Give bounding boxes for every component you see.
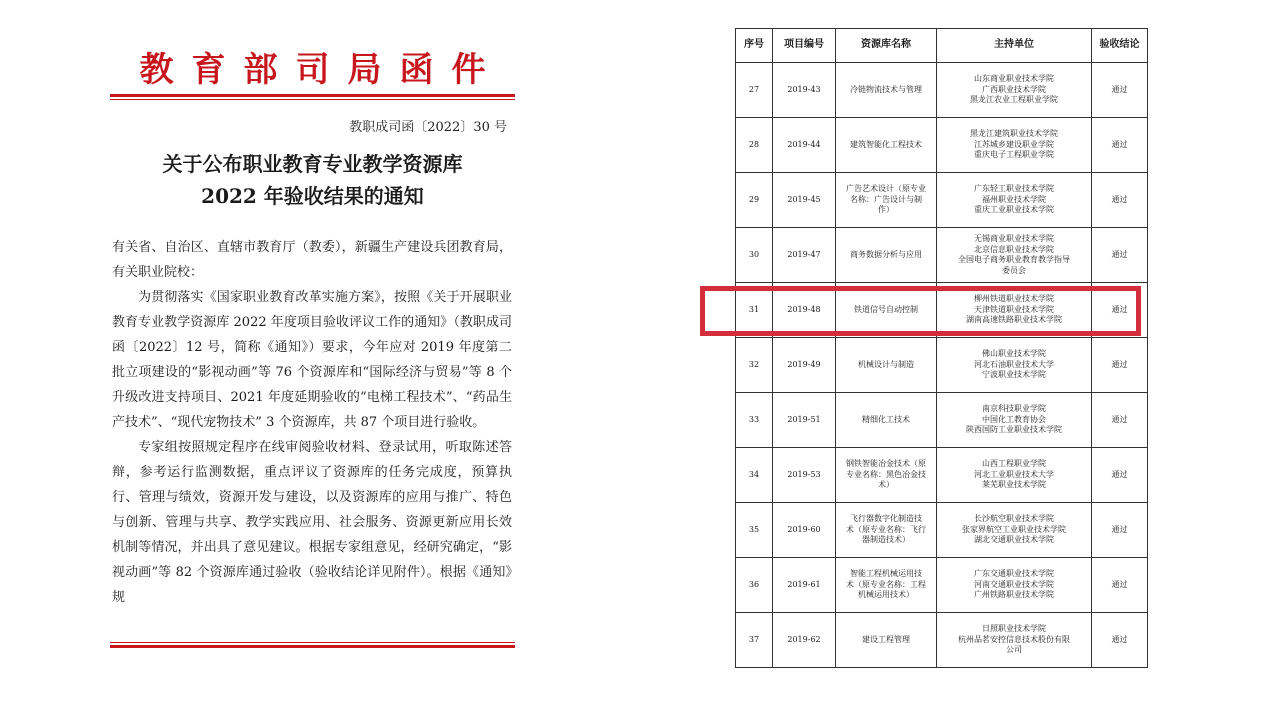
header-serial: 序号 xyxy=(736,29,773,63)
cell-host-institutions-line: 中国化工教育协会 xyxy=(982,414,1046,424)
table-row xyxy=(736,448,1148,503)
cell-serial: 32 xyxy=(736,338,773,393)
cell-host-institutions-line: 重庆工业职业技术学院 xyxy=(974,205,1054,215)
cell-host-institutions xyxy=(937,393,1092,448)
cell-host-institutions-line: 张家界航空工业职业技术学院 xyxy=(962,524,1066,534)
cell-library-name-line: 术（原专业名称：工程 xyxy=(846,579,926,589)
cell-library-name-line: 术） xyxy=(878,480,894,490)
cell-host-institutions-line: 河南交通职业技术学院 xyxy=(974,579,1054,589)
table-row xyxy=(736,283,1148,338)
cell-host-institutions-line: 广州铁路职业技术学院 xyxy=(974,590,1054,600)
cell-host-institutions-line: 福州职业技术学院 xyxy=(982,194,1046,204)
footer-red-rule-thick xyxy=(110,645,515,648)
document-body xyxy=(112,235,512,610)
cell-library-name-line: 广告艺术设计（原专业 xyxy=(846,184,926,194)
cell-library-name xyxy=(836,118,937,173)
cell-project-code: 2019-53 xyxy=(773,448,836,503)
cell-host-institutions-line: 委员会 xyxy=(1002,265,1026,275)
table-row xyxy=(736,63,1148,118)
cell-serial: 34 xyxy=(736,448,773,503)
cell-host-institutions-line: 湖南高速铁路职业技术学院 xyxy=(966,315,1062,325)
table-row xyxy=(736,393,1148,448)
cell-project-code: 2019-49 xyxy=(773,338,836,393)
header-red-rule-thick xyxy=(110,94,515,97)
footer-red-rule-thin xyxy=(110,642,515,643)
cell-host-institutions xyxy=(937,228,1092,283)
cell-host-institutions xyxy=(937,448,1092,503)
cell-host-institutions-line: 广西职业技术学院 xyxy=(982,84,1046,94)
document-salutation: 有关省、自治区、直辖市教育厅（教委），新疆生产建设兵团教育局，有关职业院校： xyxy=(112,240,512,280)
cell-library-name xyxy=(836,173,937,228)
cell-result: 通过 xyxy=(1092,283,1148,338)
header-host-institutions: 主持单位 xyxy=(937,29,1092,63)
cell-serial: 31 xyxy=(736,283,773,338)
cell-library-name xyxy=(836,338,937,393)
cell-result: 通过 xyxy=(1092,613,1148,668)
cell-library-name-line: 飞行器数字化制造技 xyxy=(850,514,922,524)
cell-serial: 33 xyxy=(736,393,773,448)
cell-result: 通过 xyxy=(1092,503,1148,558)
cell-result: 通过 xyxy=(1092,118,1148,173)
cell-host-institutions xyxy=(937,558,1092,613)
cell-library-name-line: 机械运用技术） xyxy=(858,590,914,600)
cell-project-code: 2019-48 xyxy=(773,283,836,338)
table-header-row xyxy=(736,29,1148,63)
cell-serial: 37 xyxy=(736,613,773,668)
cell-library-name-line: 建筑智能化工程技术 xyxy=(850,139,922,149)
cell-library-name xyxy=(836,613,937,668)
cell-library-name xyxy=(836,393,937,448)
cell-library-name-line: 专业名称：黑色冶金技 xyxy=(846,469,926,479)
cell-host-institutions-line: 长沙航空职业技术学院 xyxy=(974,514,1054,524)
cell-host-institutions xyxy=(937,503,1092,558)
cell-host-institutions xyxy=(937,173,1092,228)
cell-host-institutions-line: 无锡商业职业技术学院 xyxy=(974,234,1054,243)
cell-host-institutions-line: 广东交通职业技术学院 xyxy=(974,569,1054,579)
cell-result: 通过 xyxy=(1092,63,1148,118)
cell-library-name-line: 术（原专业名称：飞行 xyxy=(846,524,926,534)
cell-host-institutions-line: 全国电子商务职业教育教学指导 xyxy=(958,255,1070,264)
acceptance-result-table xyxy=(735,28,1148,668)
cell-result: 通过 xyxy=(1092,228,1148,283)
table-row xyxy=(736,338,1148,393)
header-project-code: 项目编号 xyxy=(773,29,836,63)
cell-project-code: 2019-60 xyxy=(773,503,836,558)
table-row xyxy=(736,228,1148,283)
cell-library-name-line: 冷链物流技术与管理 xyxy=(850,84,922,94)
cell-host-institutions-line: 公司 xyxy=(1006,645,1022,655)
cell-host-institutions-line: 黑龙江农业工程职业学院 xyxy=(970,95,1058,105)
cell-library-name-line: 精细化工技术 xyxy=(862,414,910,424)
header-red-rule-thin xyxy=(110,99,515,100)
cell-result: 通过 xyxy=(1092,338,1148,393)
cell-library-name xyxy=(836,283,937,338)
cell-project-code: 2019-62 xyxy=(773,613,836,668)
cell-host-institutions xyxy=(937,63,1092,118)
cell-host-institutions-line: 日照职业技术学院 xyxy=(982,624,1046,634)
cell-result: 通过 xyxy=(1092,558,1148,613)
cell-host-institutions-line: 山西工程职业学院 xyxy=(982,459,1046,469)
notice-document-page xyxy=(110,30,515,670)
cell-host-institutions-line: 宁波职业技术学院 xyxy=(982,370,1046,380)
cell-library-name xyxy=(836,63,937,118)
cell-library-name-line: 铁道信号自动控制 xyxy=(854,304,918,314)
cell-host-institutions-line: 莱芜职业技术学院 xyxy=(982,480,1046,490)
cell-host-institutions-line: 山东商业职业技术学院 xyxy=(974,74,1054,84)
cell-serial: 27 xyxy=(736,63,773,118)
cell-result: 通过 xyxy=(1092,393,1148,448)
cell-host-institutions-line: 陕西国防工业职业技术学院 xyxy=(966,425,1062,435)
cell-project-code: 2019-51 xyxy=(773,393,836,448)
cell-host-institutions-line: 杭州品茗安控信息技术股份有限 xyxy=(958,634,1070,644)
cell-library-name-line: 器制造技术） xyxy=(862,535,910,545)
cell-host-institutions-line: 河北工业职业技术大学 xyxy=(974,469,1054,479)
document-title xyxy=(110,148,515,212)
masthead-title: 教育部司局函件 xyxy=(139,50,504,90)
cell-library-name-line: 建设工程管理 xyxy=(862,634,910,644)
cell-library-name xyxy=(836,503,937,558)
cell-serial: 29 xyxy=(736,173,773,228)
document-title-line-2: 2022 年验收结果的通知 xyxy=(201,184,424,208)
cell-host-institutions xyxy=(937,338,1092,393)
header-library-name: 资源库名称 xyxy=(836,29,937,63)
cell-library-name xyxy=(836,448,937,503)
cell-project-code: 2019-43 xyxy=(773,63,836,118)
cell-project-code: 2019-44 xyxy=(773,118,836,173)
document-paragraph-1: 为贯彻落实《国家职业教育改革实施方案》，按照《关于开展职业教育专业教学资源库 2022 年度项目验收评议工作的通知》（教职成司函〔2022〕12 号，简称《通知》）要求，今年应对 2019 年度第二批立项建设的“影视动画”等 76 个资源库和“国际经济与贸易”等 8 个升级改进支持项目、2021 年度延期验收的“电梯工程技术”、“药品生产技术”、“现代宠物技术” 3 个资源库，共 87 个项目进行验收。 xyxy=(112,290,512,430)
cell-library-name-line: 钢铁智能冶金技术（原 xyxy=(846,459,926,469)
cell-host-institutions-line: 柳州铁道职业技术学院 xyxy=(974,294,1054,304)
cell-result: 通过 xyxy=(1092,173,1148,228)
document-number: 教职成司函〔2022〕30 号 xyxy=(349,120,507,135)
cell-host-institutions-line: 河北石油职业技术大学 xyxy=(974,359,1054,369)
table-body xyxy=(736,63,1148,668)
header-result: 验收结论 xyxy=(1092,29,1148,63)
cell-host-institutions-line: 天津铁道职业技术学院 xyxy=(974,304,1054,314)
document-title-line-1: 关于公布职业教育专业教学资源库 xyxy=(162,152,463,176)
table-row xyxy=(736,173,1148,228)
cell-library-name-line: 作） xyxy=(878,205,894,215)
result-table-page xyxy=(735,28,1148,668)
cell-host-institutions-line: 佛山职业技术学院 xyxy=(982,349,1046,359)
cell-host-institutions xyxy=(937,118,1092,173)
cell-result: 通过 xyxy=(1092,448,1148,503)
table-row xyxy=(736,613,1148,668)
document-paragraph-2: 专家组按照规定程序在线审阅验收材料、登录试用，听取陈述答辩，参考运行监测数据，重点评议了资源库的任务完成度，预算执行、管理与绩效，资源开发与建设，以及资源库的应用与推广、特色与创新、管理与共享、教学实践应用、社会服务、资源更新应用长效机制等情况，并出具了意见建议。根据专家组意见，经研究确定，“影视动画”等 82 个资源库通过验收（验收结论详见附件）。根据《通知》规 xyxy=(112,440,512,605)
cell-host-institutions-line: 江苏城乡建设职业学院 xyxy=(974,139,1054,149)
cell-host-institutions-line: 南京科技职业学院 xyxy=(982,404,1046,414)
cell-library-name-line: 名称：广告设计与制 xyxy=(850,194,922,204)
cell-project-code: 2019-47 xyxy=(773,228,836,283)
cell-serial: 35 xyxy=(736,503,773,558)
cell-library-name-line: 智能工程机械运用技 xyxy=(850,569,922,579)
cell-project-code: 2019-45 xyxy=(773,173,836,228)
cell-host-institutions-line: 湖北交通职业技术学院 xyxy=(974,535,1054,545)
cell-library-name-line: 商务数据分析与应用 xyxy=(850,249,922,259)
cell-project-code: 2019-61 xyxy=(773,558,836,613)
cell-host-institutions-line: 重庆电子工程职业学院 xyxy=(974,150,1054,160)
cell-host-institutions xyxy=(937,613,1092,668)
cell-serial: 30 xyxy=(736,228,773,283)
cell-host-institutions xyxy=(937,283,1092,338)
table-row xyxy=(736,503,1148,558)
table-row xyxy=(736,118,1148,173)
cell-library-name xyxy=(836,558,937,613)
cell-serial: 36 xyxy=(736,558,773,613)
cell-library-name-line: 机械设计与制造 xyxy=(858,359,914,369)
cell-host-institutions-line: 黑龙江建筑职业技术学院 xyxy=(970,129,1058,139)
cell-serial: 28 xyxy=(736,118,773,173)
cell-library-name xyxy=(836,228,937,283)
cell-host-institutions-line: 广东轻工职业技术学院 xyxy=(974,184,1054,194)
table-row xyxy=(736,558,1148,613)
cell-host-institutions-line: 北京信息职业技术学院 xyxy=(974,244,1054,254)
